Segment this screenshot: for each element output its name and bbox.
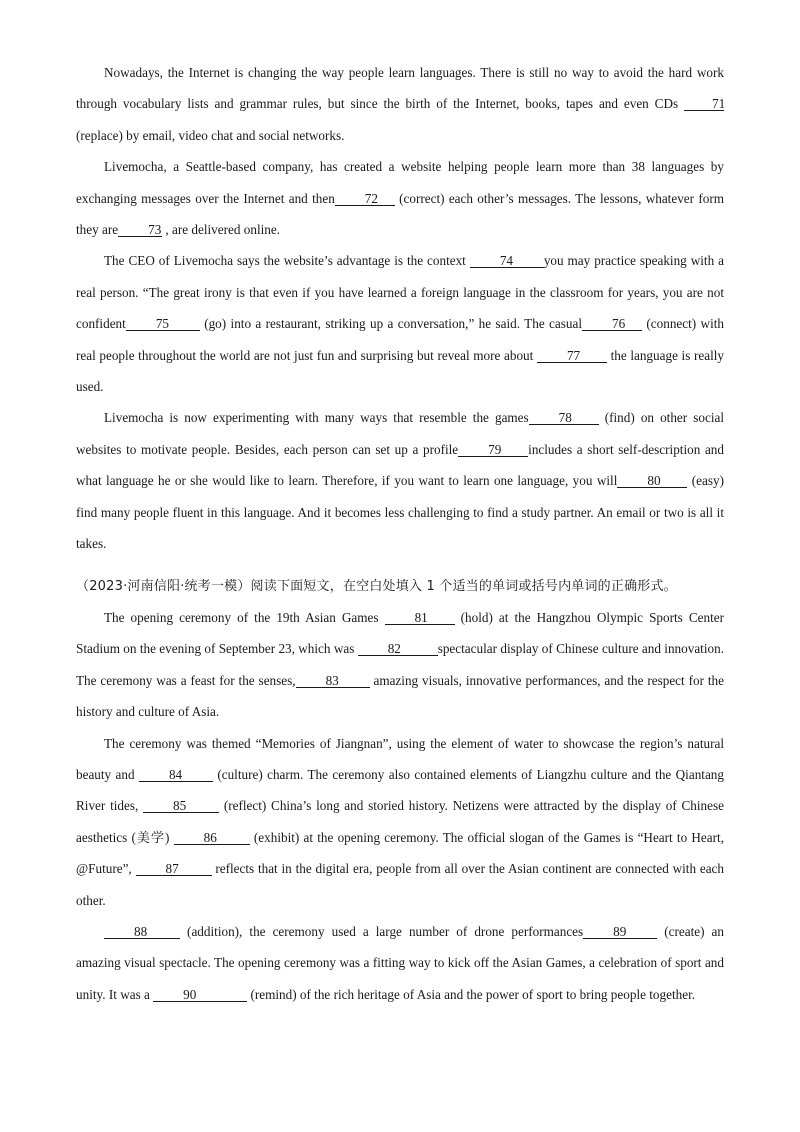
passage1-paragraph-1 bbox=[76, 57, 724, 151]
text: (addition), the ceremony used a large number of drone performances bbox=[180, 923, 584, 939]
blank-87[interactable]: 87 bbox=[136, 862, 212, 876]
blank-72[interactable]: 72 bbox=[335, 192, 395, 206]
text: spectacular display of Chinese culture and innovation. The ceremony was a feast for the senses, bbox=[76, 641, 724, 688]
text: (find) on other social websites to motivate people. Besides, each person can set up a profile bbox=[76, 410, 725, 457]
text: you may practice speaking with a real person. “The great irony is that even if you have learned a foreign language in the classroom for years, you are not confident bbox=[76, 253, 724, 332]
blank-89[interactable]: 89 bbox=[583, 925, 657, 939]
blank-74[interactable]: 74 bbox=[470, 254, 544, 268]
text: , are delivered online. bbox=[162, 222, 281, 238]
blank-76[interactable]: 76 bbox=[582, 317, 642, 331]
text: (connect) with real people throughout the world are not just fun and surprising but reveal more about bbox=[76, 316, 724, 363]
passage1-paragraph-4 bbox=[76, 402, 724, 559]
text: (hold) at the Hangzhou Olympic Sports Center Stadium on the evening of September 23, which was bbox=[76, 609, 724, 657]
text: (create) an amazing visual spectacle. The opening ceremony was a fitting way to kick off the Asian Games, a celebration of sport and unity. It was a bbox=[76, 923, 724, 1002]
text: (go) into a restaurant, striking up a conversation,” he said. The casual bbox=[199, 316, 583, 332]
text: amazing visuals, innovative performances, and the respect for the history and culture of Asia. bbox=[76, 672, 724, 720]
text: The CEO of Livemocha says the website’s advantage is the context bbox=[104, 253, 470, 269]
blank-90[interactable]: 90 bbox=[153, 988, 247, 1002]
text: (culture) charm. The ceremony also contained elements of Liangzhu culture and the Qiantang River tides, bbox=[76, 766, 724, 814]
text: (replace) by email, video chat and social networks. bbox=[76, 127, 345, 143]
blank-81[interactable]: 81 bbox=[385, 611, 455, 625]
blank-78[interactable]: 78 bbox=[529, 411, 599, 425]
passage1-paragraph-3 bbox=[76, 245, 724, 402]
text: reflects that in the digital era, people from all over the Asian continent are connected with each other. bbox=[76, 861, 724, 908]
text: The opening ceremony of the 19th Asian Games bbox=[104, 609, 385, 625]
text: (remind) of the rich heritage of Asia and the power of sport to bring people together. bbox=[247, 986, 696, 1002]
text: The ceremony was themed “Memories of Jiangnan”, using the element of water to showcase the region’s natural beauty and bbox=[76, 735, 724, 782]
blank-85[interactable]: 85 bbox=[143, 799, 219, 813]
passage2-paragraph-3 bbox=[76, 916, 724, 1010]
text: the language is really used. bbox=[76, 347, 724, 395]
passage2-paragraph-1 bbox=[76, 602, 724, 728]
text: Livemocha, a Seattle-based company, has created a website helping people learn more than 38 languages by exchanging messages over the Internet and then bbox=[76, 159, 724, 206]
blank-82[interactable]: 82 bbox=[358, 642, 438, 656]
blank-73[interactable]: 73 bbox=[118, 223, 162, 237]
passage2-instruction-header: （2023·河南信阳·统考一模）阅读下面短文，在空白处填入 1 个适当的单词或括号内单词的正确形式。 bbox=[76, 578, 677, 594]
blank-79[interactable]: 79 bbox=[458, 443, 528, 457]
blank-77[interactable]: 77 bbox=[537, 349, 607, 363]
text: Livemocha is now experimenting with many ways that resemble the games bbox=[104, 410, 529, 426]
blank-80[interactable]: 80 bbox=[617, 474, 687, 488]
blank-84[interactable]: 84 bbox=[139, 768, 213, 782]
passage2-paragraph-2 bbox=[76, 728, 724, 916]
blank-88[interactable]: 88 bbox=[104, 925, 180, 939]
blank-75[interactable]: 75 bbox=[126, 317, 200, 331]
blank-71[interactable]: 71 bbox=[684, 97, 724, 111]
text: (correct) each other’s messages. The lessons, whatever form they are bbox=[76, 190, 724, 238]
text: (easy) find many people fluent in this language. And it becomes less challenging to find a study partner. An email or two is all it takes. bbox=[76, 473, 724, 552]
passage1-paragraph-2 bbox=[76, 151, 724, 245]
text: (reflect) China’s long and storied history. Netizens were attracted by the display of Chinese aesthetics (美学) bbox=[76, 798, 724, 845]
blank-86[interactable]: 86 bbox=[174, 831, 250, 845]
document-page bbox=[76, 57, 724, 1010]
text: includes a short self-description and what language he or she would like to learn. Therefore, if you want to learn one language, you will bbox=[76, 441, 724, 489]
text: Nowadays, the Internet is changing the way people learn languages. There is still no way to avoid the hard work through vocabulary lists and grammar rules, but since the birth of the Internet, books, tapes and even CDs bbox=[76, 65, 724, 112]
text: (exhibit) at the opening ceremony. The official slogan of the Games is “Heart to Heart, @Future”, bbox=[76, 829, 724, 877]
blank-83[interactable]: 83 bbox=[296, 674, 370, 688]
